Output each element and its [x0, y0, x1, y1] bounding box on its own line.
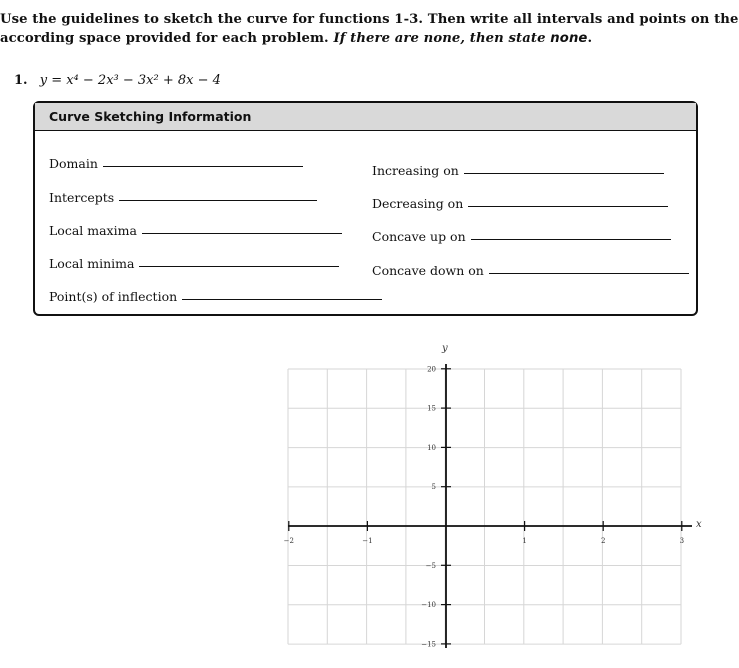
x-tick-label: 1 [522, 537, 527, 545]
field-inflection-points-label: Point(s) of inflection [49, 289, 178, 304]
instructions-line1: Use the guidelines to sketch the curve for functions 1-3. Then write all intervals and points on the [0, 12, 739, 27]
x-tick-label: −2 [283, 537, 294, 545]
field-concave-down-label: Concave down on [372, 263, 484, 278]
info-box-title: Curve Sketching Information [35, 103, 696, 131]
y-tick-label: 5 [431, 483, 436, 492]
grid-lines [288, 369, 681, 644]
field-local-maxima-label: Local maxima [49, 223, 137, 238]
field-domain-label: Domain [49, 156, 98, 171]
field-increasing-label: Increasing on [372, 163, 459, 178]
axes [288, 364, 692, 648]
y-axis-label: y [442, 343, 448, 354]
problem-number: 1. [14, 73, 28, 88]
axis-ticks [284, 365, 684, 648]
problem-equation: y = x⁴ − 2x³ − 3x² + 8x − 4 [39, 73, 221, 88]
field-concave-up-label: Concave up on [372, 229, 466, 244]
y-tick-label: −5 [425, 561, 436, 570]
y-tick-label: 15 [427, 404, 436, 413]
x-axis-label: x [696, 519, 702, 530]
field-local-minima-label: Local minima [49, 256, 135, 271]
y-tick-label: 10 [427, 443, 436, 452]
x-tick-label: 3 [679, 537, 685, 545]
y-tick-label: −10 [421, 601, 436, 610]
field-intercepts-label: Intercepts [49, 190, 115, 205]
y-tick-label: 20 [427, 365, 436, 374]
instructions-line2-b: If there are none, then state [333, 31, 546, 46]
field-decreasing-label: Decreasing on [372, 196, 464, 211]
instructions-period: . [587, 31, 593, 46]
x-tick-label: −1 [362, 537, 373, 545]
x-tick-label: 2 [600, 537, 606, 545]
instructions-none-word: none [550, 31, 588, 46]
instructions-line2-a: according space provided for each problem. [0, 31, 329, 46]
y-tick-label: −15 [421, 640, 436, 649]
